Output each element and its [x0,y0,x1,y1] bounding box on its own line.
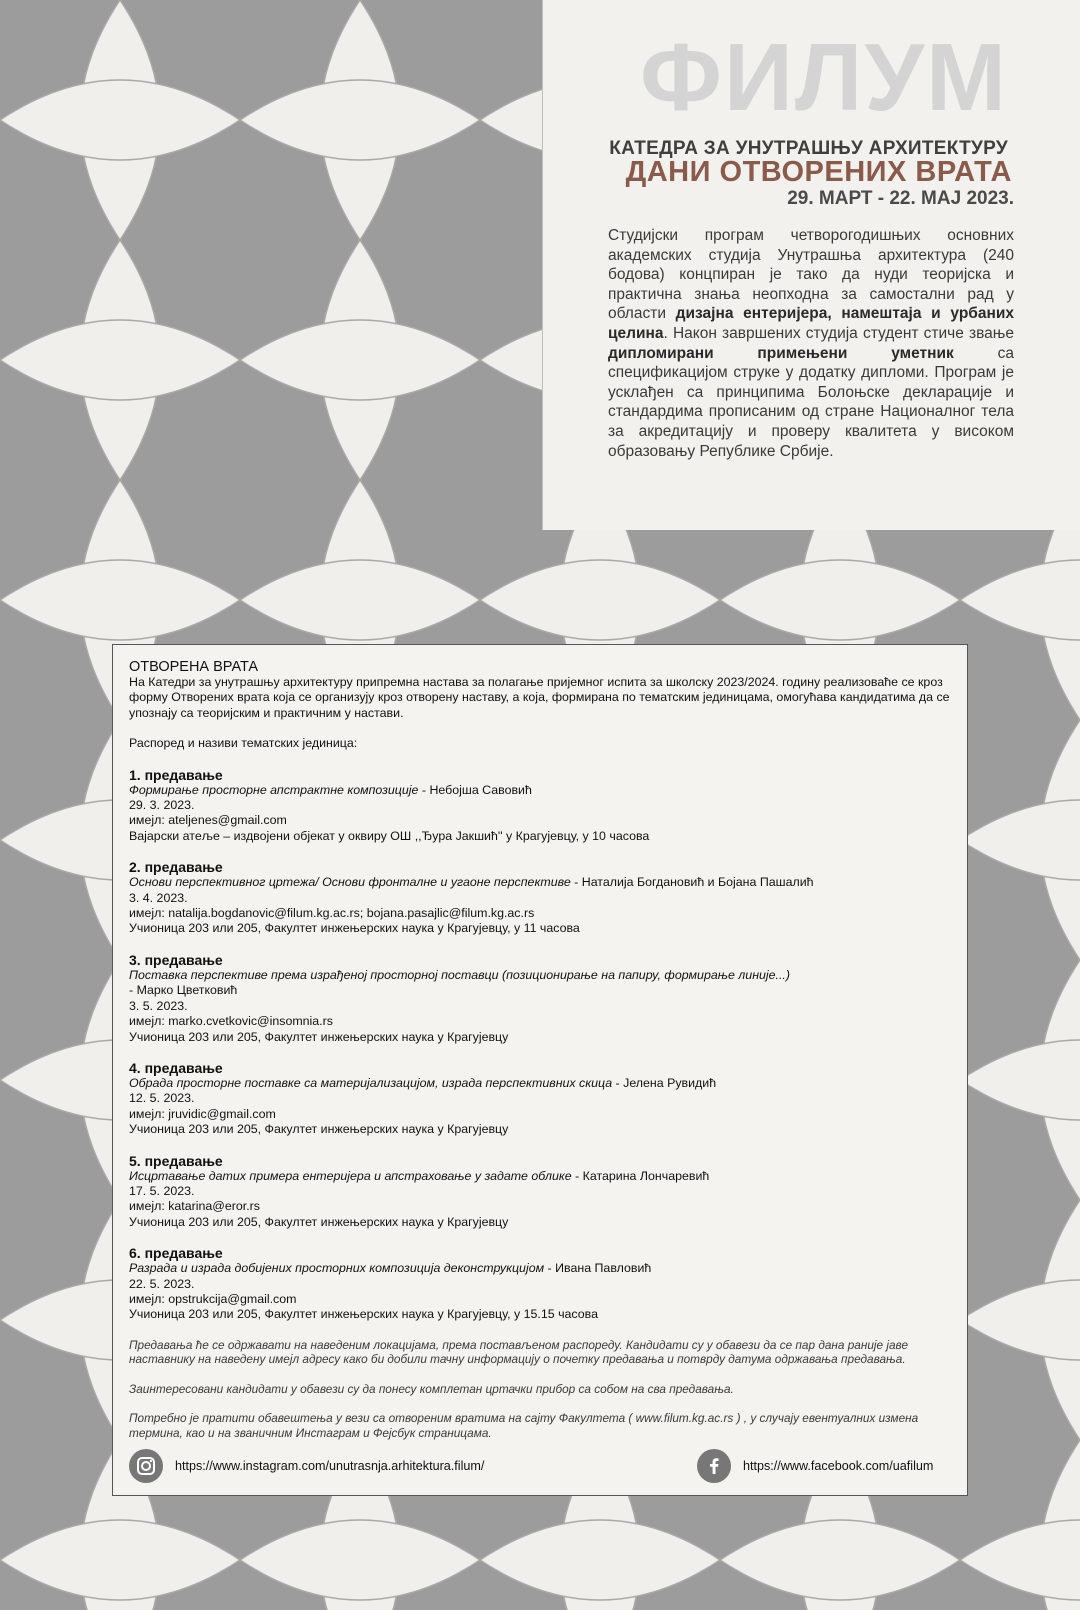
lecture-date: 29. 3. 2023. [129,798,195,813]
intro-bold-1: дизајна ентеријера, намештаја и урбаних целина [608,305,1014,342]
lecture-location: Учионица 203 или 205, Факултет инжењерских наука у Крагујевцу, у 15.15 часова [129,1307,598,1322]
lecture-lecturer: - Наталија Богдановић и Бојана Пашалић [570,875,814,890]
lecture-2 [129,859,951,937]
intro-text-2: . Након завршених студија студент стиче звање [663,324,1014,342]
lecture-date: 17. 5. 2023. [129,1183,195,1198]
event-dates: 29. МАРТ - 22. МАЈ 2023. [787,188,1014,209]
lecture-topic-line [129,783,951,798]
lecture-3 [129,952,951,1045]
lecture-location: Учионица 203 или 205, Факултет инжењерских наука у Крагујевцу, у 11 часова [129,921,580,936]
lecture-title: 4. предавање [129,1059,223,1076]
lecture-email[interactable]: имејл: katarina@eror.rs [129,1199,260,1214]
lecture-date: 3. 5. 2023. [129,998,188,1013]
note-equipment: Заинтересовани кандидати у обавези су да понесу комплетан цртачки прибор са собом на сва предавања. [129,1381,734,1396]
lecture-5 [129,1153,951,1231]
lecture-email[interactable]: имејл: marko.cvetkovic@insomnia.rs [129,1014,333,1029]
lecture-title: 1. предавање [129,766,223,783]
social-links [129,1449,951,1485]
lecture-email[interactable]: имејл: ateljenes@gmail.com [129,813,287,828]
program-description [608,226,1014,461]
lecture-topic: Разрада и израда добијених просторних композиција деконструкцијом [129,1261,545,1276]
intro-text-3: са спецификацијом струке у додатку дипломи. Програм је усклађен са принципима Болоњске декларације и стандардима прописаним од стране Националног тела за акредитацију и проверу квалитета у високом образовању Републике Србије. [608,344,1014,460]
facebook-icon[interactable] [697,1449,731,1483]
intro-text-1: Студијски програм четворогодишњих основних академских студија Унутрашња архитектура (240 бодова) концпиран је тако да нуди теоријска и практична знања неопходна за самостални рад у области [608,227,1014,323]
lecture-title: 5. предавање [129,1152,223,1169]
lecture-topic: Формирање просторне апстрактне композиције [129,782,419,797]
lecture-topic-line [129,1169,951,1184]
lecture-date: 3. 4. 2023. [129,890,188,905]
lecture-location: Учионица 203 или 205, Факултет инжењерских наука у Крагујевцу [129,1122,509,1137]
lecture-topic: Основи перспективног цртежа/ Основи фронталне и угаоне перспективе [129,875,571,890]
instagram-link[interactable]: https://www.instagram.com/unutrasnja.arhitektura.filum/ [175,1459,485,1473]
instagram-icon[interactable] [129,1449,163,1483]
lecture-date: 22. 5. 2023. [129,1276,195,1291]
lecture-1 [129,767,951,845]
note-updates: Потребно је пратити обавештења у вези са отвореним вратима на сајту Факултета ( www.filum.kg.ac.rs ) , у случају евентуалних измена термина, као и на званичним Инстаграм и Фејсбук страницама. [129,1411,919,1440]
intro-bold-2: дипломирани примењени уметник [608,344,954,362]
lecture-title: 3. предавање [129,951,223,968]
lecture-6 [129,1245,951,1323]
schedule-label: Распоред и називи тематских јединица: [129,736,358,751]
lecture-topic: Обрада просторне поставке са материјализацијом, израда перспективних скица [129,1075,613,1090]
lecture-lecturer: - Марко Цветковић [129,983,238,998]
lecture-lecturer: - Јелена Рувидић [612,1075,717,1090]
lecture-location: Учионица 203 или 205, Факултет инжењерских наука у Крагујевцу [129,1214,509,1229]
lecture-lecturer: - Небојша Савовић [418,782,532,797]
lecture-title: 6. предавање [129,1245,223,1262]
lecture-lecturer: - Ивана Павловић [544,1261,652,1276]
brand-logo: ФИЛУМ [640,24,1008,131]
event-title: ДАНИ ОТВОРЕНИХ ВРАТА [625,156,1012,188]
lecture-topic: Исцртавање датих примера ентеријера и апстраховање у задате облике [129,1168,572,1183]
lecture-topic-line [129,1261,951,1276]
lecture-email[interactable]: имејл: jruvidic@gmail.com [129,1106,276,1121]
lecture-location: Учионица 203 или 205, Факултет инжењерских наука у Крагујевцу [129,1029,509,1044]
card-title: ОТВОРЕНА ВРАТА [129,659,259,675]
lecture-email[interactable]: имејл: opstrukcija@gmail.com [129,1291,297,1306]
lecture-lecturer: - Катарина Лончаревић [571,1168,710,1183]
lecture-topic-line [129,1076,951,1091]
lecture-topic-line [129,875,951,890]
lecture-topic: Поставка перспективе према израђеној просторној поставци (позиционирање на папиру, формирање линије...) [129,967,790,982]
note-schedule: Предавања ће се одржавати на наведеним локацијама, према постављеном распореду. Кандидати су у обавези да се пар дана раније јаве наставнику на наведену имејл адресу како би добили тачну информацију о почетку предавања и потврду датума одржавања предавања. [129,1337,909,1367]
card-intro: На Катедри за унутрашњу архитектуру припремна настава за полагање пријемног испита за школску 2023/2024. годину реализоваће се кроз форму Отворених врата која се организују кроз отворену наставу, а која, формирана по тематским јединицама, омогућава кандидатима да се упознају са теоријским и практичним у настави. [129,675,950,720]
open-doors-card [112,644,968,1496]
department-title: КАТЕДРА ЗА УНУТРАШЊУ АРХИТЕКТУРУ [609,138,1008,159]
lecture-date: 12. 5. 2023. [129,1091,195,1106]
lecture-4 [129,1060,951,1138]
facebook-link[interactable]: https://www.facebook.com/uafilum [743,1459,934,1473]
lecture-email[interactable]: имејл: natalija.bogdanovic@filum.kg.ac.rs; bojana.pasajlic@filum.kg.ac.rs [129,906,535,921]
lecture-title: 2. предавање [129,859,223,876]
lecture-location: Вајарски атеље – издвојени објекат у оквиру ОШ ,,Ђура Јакшић'' у Крагујевцу, у 10 часова [129,828,650,843]
